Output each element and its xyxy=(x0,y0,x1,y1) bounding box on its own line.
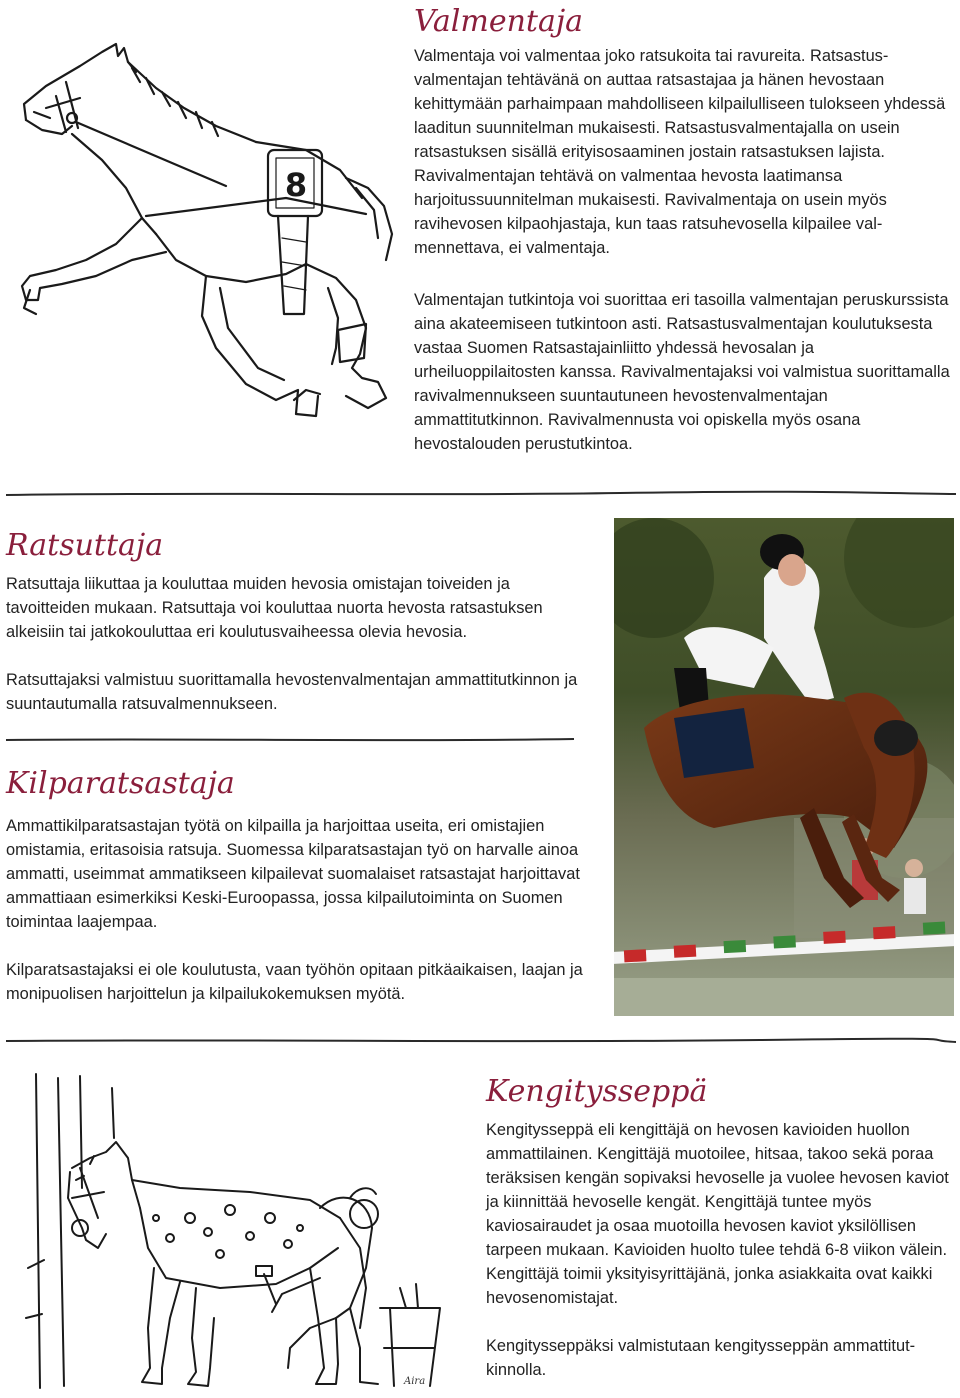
kengitysseppa-paragraph-2: Kengitysseppäksi valmistutaan kengitysseppän ammattitutkinnolla. xyxy=(486,1337,916,1379)
kilparatsastaja-paragraph-2: Kilparatsastajaksi ei ole koulutusta, vaan työhön opitaan pitkäaikaisen, laajan ja monipuolisen harjoittelun ja kilpailukokemuksen myötä. xyxy=(6,961,583,1003)
trotting-horse-illustration xyxy=(6,38,406,438)
valmentaja-paragraph-2: Valmentajan tutkintoja voi suorittaa eri tasoilla valmentajan peruskurssista aina akateemiseen tutkintoon asti. Ratsastusvalmentajan koulutuksesta vastaa Suomen Ratsastajainliitto yhdessä hevosalan ja urheiluoppilaitosten kanssa. Ravivalmentajaksi voi valmistua suorittamalla ravivalmennukseen suuntautuneen hevostenvalmentajan ammattitutkinnon. Ravivalmennusta voi opiskella myös osana hevostalouden perustutkintoa. xyxy=(414,291,950,453)
kengitysseppa-paragraph-1: Kengitysseppä eli kengittäjä on hevosen kavioiden huollon ammattilainen. Kengittäjä muotoilee, hitsaa, takoo sekä poraa teräksisen kengän sopivaksi hevoselle ja vuolee hevosen kaviot ja kiinnittää hevoselle kengät. Kengittäjä tuntee myös kaviosairaudet ja osaa muotoilla hevosen kaviot yksilöllisen tarpeen mukaan. Kavioiden huolto tulee tehdä 6-8 viikon välein. Kengittäjä toimii yksityisyrittäjänä, jonka asiakkaita ovat kaikki hevosenomistajat. xyxy=(486,1121,949,1307)
heading-ratsuttaja: Ratsuttaja xyxy=(6,528,164,563)
section-divider xyxy=(0,734,600,746)
kilparatsastaja-paragraph-1: Ammattikilparatsastajan työtä on kilpailla ja harjoittaa useita, eri omistajien omistamia, eritasoisia ratsuja. Suomessa kilparatsastajan työ on harvalle ainoa ammatti, useimmat ammatikseen kilpailevat suomalaiset ratsastajat harjoittavat ammattiaan esimerkiksi Keski-Euroopassa, jossa kilpailutoiminta on Suomen toimintaa laajempaa. xyxy=(6,817,580,931)
heading-kengitysseppa: Kengitysseppä xyxy=(486,1074,708,1109)
show-jumping-photo xyxy=(614,518,954,1016)
section-divider xyxy=(0,487,960,501)
valmentaja-paragraph-1: Valmentaja voi valmentaa joko ratsukoita tai ravureita. Ratsastusvalmentajan tehtävänä on auttaa ratsastajaa ja hänen hevostaan kehittymään parhaimpaan mahdolliseen kilpailulliseen tulokseen yhdessä laaditun suunnitelman mukaisesti. Ratsastusvalmentajalla on usein ratsastuksen sisällä erityisosaaminen jostain ratsastuksen lajista. Ravivalmentajan tehtävä on valmentaa hevosta laatimansa harjoitussuunnitelman mukaisesti. Ravivalmentaja on usein myös ravihevosen kilpaohjastaja, kun taas ratsuhevosella kilpailee valmennettava, ei valmentaja. xyxy=(414,47,946,257)
artist-signature: Aira xyxy=(404,1376,426,1387)
ratsuttaja-paragraph-1: Ratsuttaja liikuttaa ja kouluttaa muiden hevosia omistajan toiveiden ja tavoitteiden mukaan. Ratsuttaja voi kouluttaa nuorta hevosta ratsastuksen alkeisiin tai jatkokouluttaa eri koulutusvaiheessa olevia hevosia. xyxy=(6,575,543,641)
heading-valmentaja: Valmentaja xyxy=(414,4,584,39)
section-divider xyxy=(0,1034,960,1048)
ratsuttaja-paragraph-2: Ratsuttajaksi valmistuu suorittamalla hevostenvalmentajan ammattitutkinnon ja suuntautumalla ratsuvalmennukseen. xyxy=(6,671,578,713)
heading-kilparatsastaja: Kilparatsastaja xyxy=(6,766,235,801)
farrier-illustration xyxy=(20,1068,450,1396)
bib-number: 8 xyxy=(284,166,308,204)
